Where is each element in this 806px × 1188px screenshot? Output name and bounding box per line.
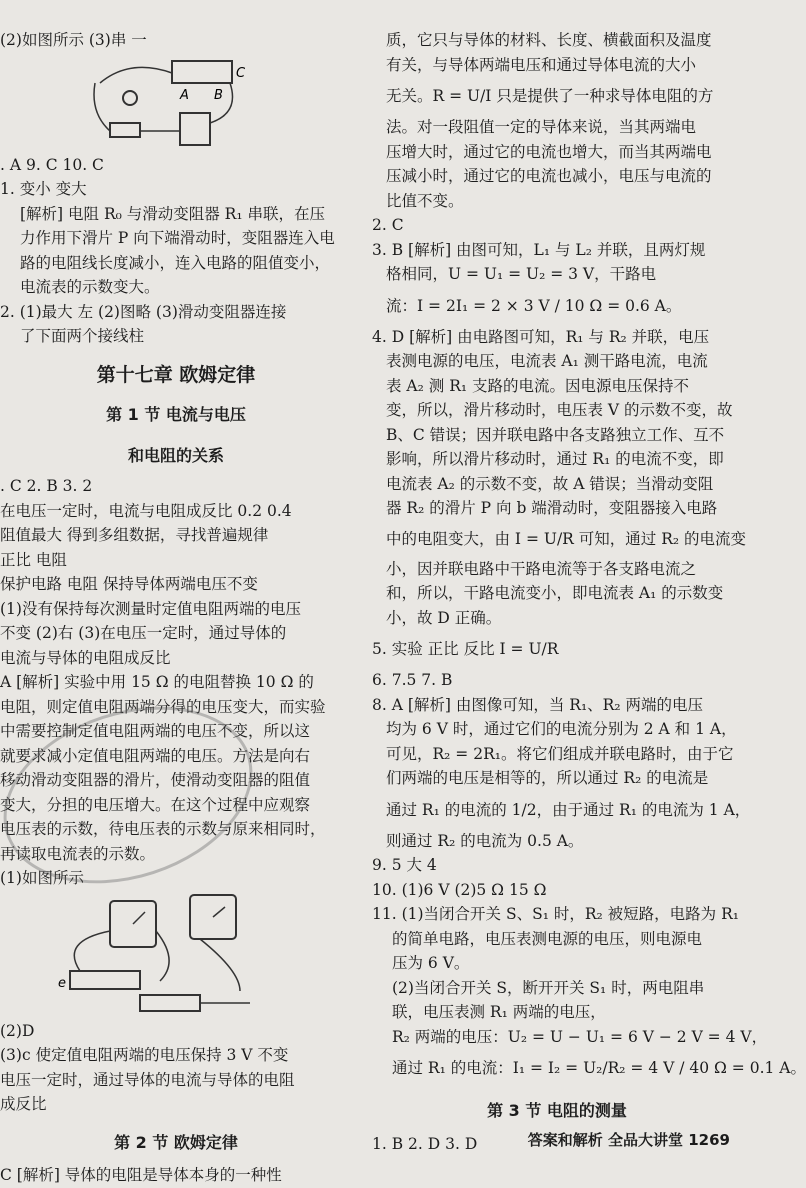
- answer-line: 均为 6 V 时，通过它们的电流分别为 2 A 和 1 A，: [386, 720, 737, 738]
- answer-line: B、C 错误；因并联电路中各支路独立工作、互不: [386, 425, 725, 444]
- section-title: 第 2 节 欧姆定律: [114, 1132, 238, 1152]
- svg-text:e: e: [58, 975, 66, 991]
- answer-line: (2)当闭合开关 S，断开开关 S₁ 时，两电阻串: [392, 978, 705, 997]
- answer-line: 5. 实验 正比 反比 I = U/R: [372, 640, 559, 658]
- answer-line: 中的电阻变大，由 I = U/R 可知，通过 R₂ 的电流变: [386, 529, 747, 548]
- answer-line: 就要求减小定值电阻两端的电压。方法是向右: [0, 746, 311, 765]
- answer-line: 通过 R₁ 的电流：I₁ = I₂ = U₂/R₂ = 4 V / 40 Ω = 0.1 A。: [392, 1059, 806, 1077]
- answer-line: 压减小时，通过它的电流也减小，电压与电流的: [386, 167, 712, 185]
- answer-line: 变大，分担的电压增大。在这个过程中应观察: [0, 795, 311, 814]
- answer-line: 格相同，U = U₁ = U₂ = 3 V，干路电: [386, 265, 657, 283]
- answer-line: [解析] 电阻 R₀ 与滑动变阻器 R₁ 串联，在压: [20, 204, 325, 223]
- answer-line: 中需要控制定值电阻两端的电压不变，所以这: [0, 722, 311, 740]
- answer-line: 不变 (2)右 (3)在电压一定时，通过导体的: [0, 624, 287, 642]
- answer-line: 路的电阻线长度减小，连入电路的阻值变小，: [20, 253, 331, 272]
- answer-line: 有关，与导体两端电压和通过导体电流的大小: [386, 55, 697, 74]
- answer-line: 电流表 A₂ 的示数不变，故 A 错误；当滑动变阻: [386, 474, 714, 493]
- answer-line: 了下面两个接线柱: [20, 327, 145, 345]
- chapter-title: 第十七章 欧姆定律: [96, 363, 256, 386]
- answer-line: 2. C: [372, 216, 404, 234]
- answer-line: 可见，R₂ = 2R₁。将它们组成并联电路时，由于它: [386, 744, 734, 763]
- answer-line: 1. B 2. D 3. D: [372, 1134, 478, 1153]
- circuit-figure-2: [0, 891, 352, 1019]
- answer-line: A [解析] 实验中用 15 Ω 的电阻替换 10 Ω 的: [0, 673, 314, 691]
- left-column: [0, 0, 352, 1188]
- answer-line: 再读取电流表的示数。: [0, 844, 156, 863]
- answer-line: 电流表的示数变大。: [20, 278, 160, 296]
- answer-line: (1)没有保持每次测量时定值电阻两端的电压: [0, 599, 301, 618]
- answer-line: C [解析] 导体的电阻是导体本身的一种性: [0, 1166, 282, 1184]
- answer-line: 器 R₂ 的滑片 P 向 b 端滑动时，变阻器接入电路: [386, 499, 718, 517]
- answer-line: R₂ 两端的电压：U₂ = U − U₁ = 6 V − 2 V = 4 V，: [392, 1027, 768, 1046]
- section-title: 第 1 节 电流与电压: [106, 405, 246, 424]
- answer-line: 2. (1)最大 左 (2)图略 (3)滑动变阻器连接: [0, 302, 287, 321]
- right-column: [372, 0, 806, 1156]
- answer-line: (2)D: [0, 1021, 35, 1040]
- answer-line: 力作用下滑片 P 向下端滑动时，变阻器连入电: [20, 229, 335, 247]
- answer-line: 影响，所以滑片移动时，通过 R₁ 的电流不变，即: [386, 450, 724, 468]
- answer-line: 1. 变小 变大: [0, 180, 87, 198]
- answer-line: 小，故 D 正确。: [386, 608, 502, 627]
- answer-line: 成反比: [0, 1095, 47, 1113]
- svg-text:A: A: [180, 87, 189, 103]
- answer-line: 6. 7.5 7. B: [372, 671, 453, 689]
- answer-line: 通过 R₁ 的电流的 1/2，由于通过 R₁ 的电流为 1 A，: [386, 800, 751, 819]
- answer-line: 阻值最大 得到多组数据，寻找普遍规律: [0, 526, 269, 544]
- answer-line: 移动滑动变阻器的滑片，使滑动变阻器的阻值: [0, 771, 311, 789]
- answer-line: 们两端的电压是相等的，所以通过 R₂ 的电流是: [386, 769, 709, 787]
- answer-line: 和，所以，干路电流变小，即电流表 A₁ 的示数变: [386, 584, 724, 602]
- svg-text:C: C: [236, 65, 246, 81]
- answer-line: 压为 6 V。: [392, 954, 470, 972]
- answer-line: . A 9. C 10. C: [0, 155, 104, 174]
- answer-line: 质，它只与导体的材料、长度、横截面积及温度: [386, 31, 712, 49]
- answer-line: 正比 电阻: [0, 550, 67, 569]
- answer-line: 的简单电路，电压表测电源的电压，则电源电: [392, 929, 703, 948]
- answer-line: 10. (1)6 V (2)5 Ω 15 Ω: [372, 880, 547, 899]
- answer-line: 11. (1)当闭合开关 S、S₁ 时，R₂ 被短路，电路为 R₁: [372, 905, 739, 923]
- answer-line: (1)如图所示: [0, 869, 84, 887]
- section-subtitle: 和电阻的关系: [127, 445, 224, 465]
- answer-line: (3)c 使定值电阻两端的电压保持 3 V 不变: [0, 1046, 289, 1064]
- answer-line: 流：I = 2I₁ = 2 × 3 V / 10 Ω = 0.6 A。: [386, 296, 682, 315]
- circuit-figure-1: [0, 53, 352, 153]
- answer-line: 表 A₂ 测 R₁ 支路的电流。因电源电压保持不: [386, 376, 690, 395]
- answer-line: 电压表的示数，待电压表的示数与原来相同时，: [0, 820, 326, 838]
- answer-line: (2)如图所示 (3)串 一: [0, 31, 147, 49]
- answer-line: 比值不变。: [386, 191, 464, 210]
- answer-line: . C 2. B 3. 2: [0, 477, 93, 495]
- answer-line: 法。对一段阻值一定的导体来说，当其两端电: [386, 118, 697, 136]
- svg-text:B: B: [214, 87, 223, 103]
- answer-line: 8. A [解析] 由图像可知，当 R₁、R₂ 两端的电压: [372, 695, 703, 714]
- answer-line: 表测电源的电压，电流表 A₁ 测干路电流，电流: [386, 352, 708, 370]
- answer-line: 保护电路 电阻 保持导体两端电压不变: [0, 575, 258, 593]
- answer-line: 电压一定时，通过导体的电流与导体的电阻: [0, 1070, 295, 1089]
- answer-line: 3. B [解析] 由图可知，L₁ 与 L₂ 并联，且两灯规: [372, 240, 706, 259]
- answer-line: 无关。R = U/I 只是提供了一种求导体电阻的方: [386, 87, 714, 105]
- section-title: 第 3 节 电阻的测量: [487, 1101, 627, 1120]
- answer-line: 联，电压表测 R₁ 两端的电压，: [392, 1003, 606, 1021]
- answer-line: 压增大时，通过它的电流也增大，而当其两端电: [386, 142, 712, 161]
- answer-line: 则通过 R₂ 的电流为 0.5 A。: [386, 831, 584, 850]
- page-footer: 答案和解析 全品大讲堂 1269: [527, 1131, 730, 1149]
- answer-line: 小，因并联电路中干路电流等于各支路电流之: [386, 559, 697, 578]
- answer-line: 变，所以，滑片移动时，电压表 V 的示数不变，故: [386, 401, 733, 419]
- answer-line: 4. D [解析] 由电路图可知，R₁ 与 R₂ 并联，电压: [372, 327, 710, 346]
- answer-line: 在电压一定时，电流与电阻成反比 0.2 0.4: [0, 501, 292, 520]
- answer-line: 电阻，则定值电阻两端分得的电压变大，而实验: [0, 697, 326, 716]
- answer-line: 电流与导体的电阻成反比: [0, 648, 171, 667]
- answer-line: 9. 5 大 4: [372, 856, 437, 874]
